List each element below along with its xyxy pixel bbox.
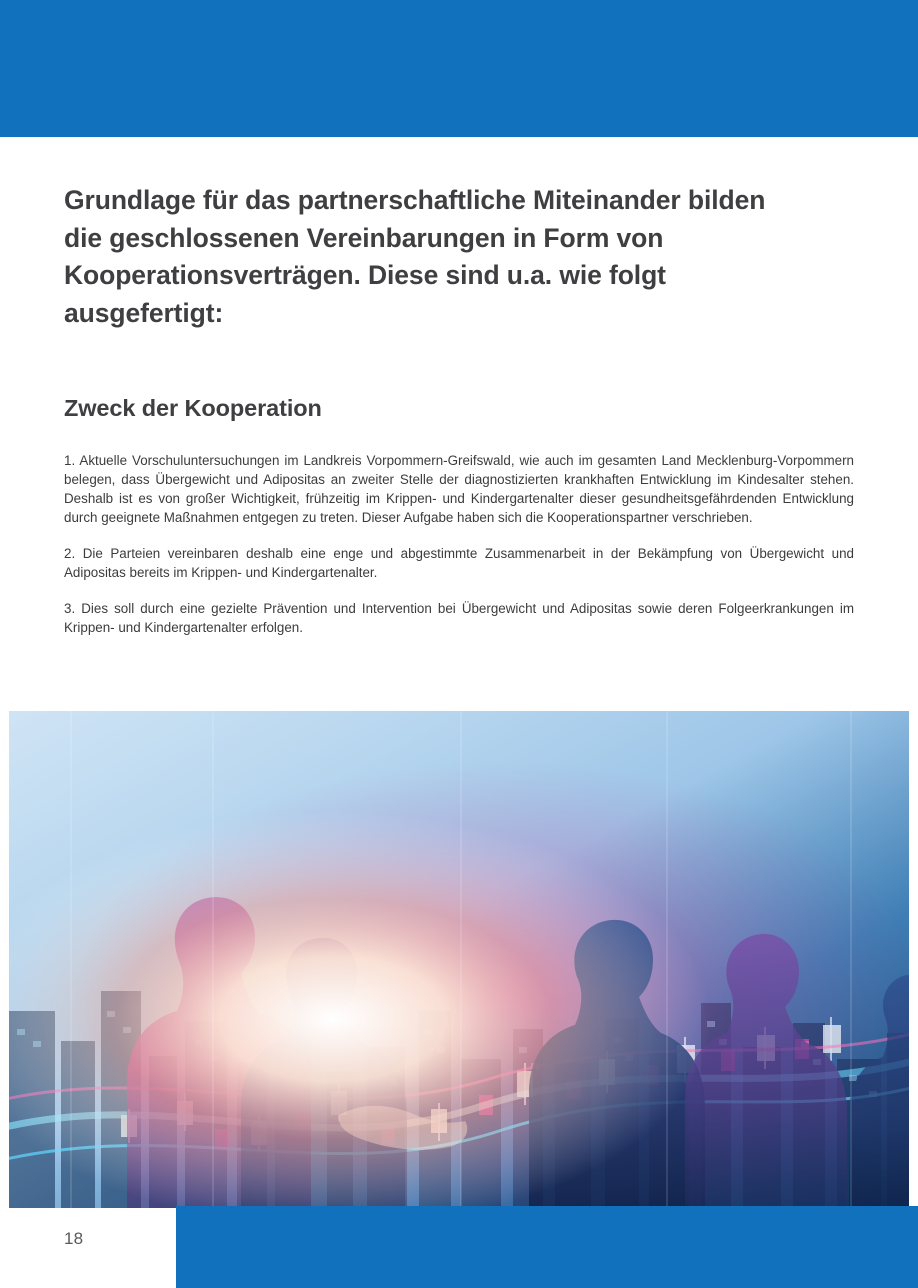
footer-color-band xyxy=(176,1206,918,1288)
body-text xyxy=(0,422,918,637)
paragraph-2: 2. Die Parteien vereinbaren deshalb eine enge und abgestimmte Zusammenarbeit in der Bekämpfung von Übergewicht und Adipositas bereits im Krippen- und Kindergartenalter. xyxy=(64,545,854,580)
page-content xyxy=(0,137,918,637)
page-number: 18 xyxy=(64,1229,84,1248)
page-lede: Grundlage für das partnerschaftliche Miteinander bilden die geschlossenen Vereinbarungen in Form von Kooperationsverträgen. Diese sind u.a. wie folgt ausgefertigt: xyxy=(64,185,766,328)
figure-illustration xyxy=(9,711,909,1208)
paragraph-3: 3. Dies soll durch eine gezielte Prävention und Intervention bei Übergewicht und Adipositas sowie deren Folgeerkrankungen im Krippen- und Kindergartenalter erfolgen. xyxy=(64,600,854,635)
figure-image xyxy=(9,711,909,1208)
paragraph-1: 1. Aktuelle Vorschuluntersuchungen im Landkreis Vorpommern-Greifswald, wie auch im gesamten Land Mecklenburg-Vorpommern belegen, dass Übergewicht und Adipositas an zweiter Stelle der diagnostizierten krankhaften Entwicklung im Kindesalter stehen. Deshalb ist es von großer Wichtigkeit, frühzeitig im Krippen- und Kindergartenalter dieser gesundheitsgefährdenden Entwicklung durch geeignete Maßnahmen entgegen zu treten. Dieser Aufgabe haben sich die Kooperationspartner verschrieben. xyxy=(64,452,854,525)
header-color-band xyxy=(0,0,918,137)
section-title: Zweck der Kooperation xyxy=(64,394,322,421)
